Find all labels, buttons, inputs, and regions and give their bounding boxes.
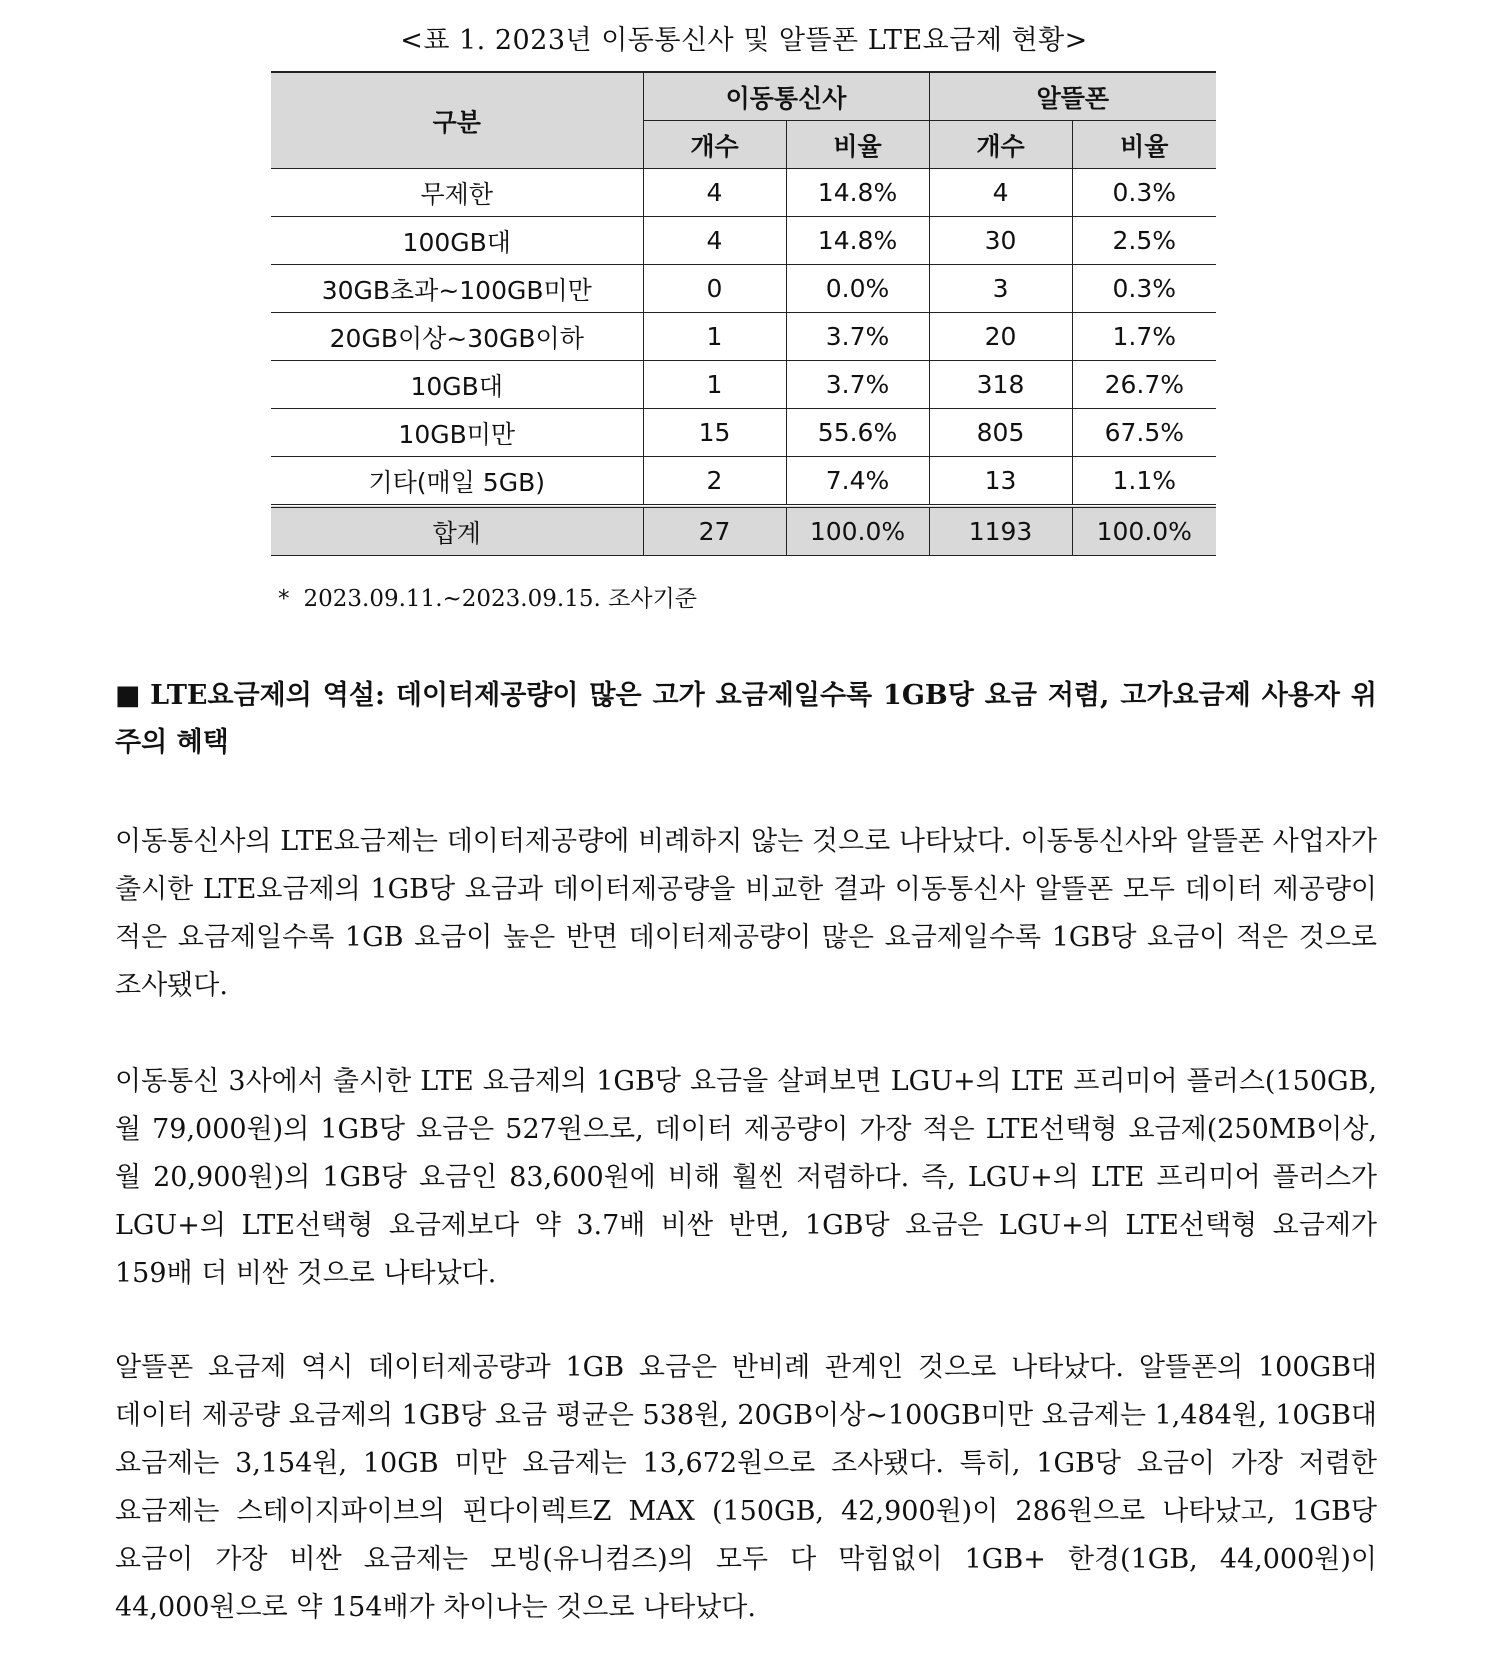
mvno-count: 3 [929,265,1072,313]
row-label: 30GB초과~100GB미만 [271,265,643,313]
mno-ratio: 7.4% [786,457,929,507]
paragraph-1: 이동통신사의 LTE요금제는 데이터제공량에 비례하지 않는 것으로 나타났다. 이동통신사와 알뜰폰 사업자가 출시한 LTE요금제의 1GB당 요금과 데이터제공량을 비교한 결과 이동통신사 알뜰폰 모두 데이터 제공량이 적은 요금제일수록 1GB 요금이 높은 반면 데이터제공량이 많은 요금제일수록 1GB당 요금이 적은 것으로 조사됐다. [115,826,1377,1001]
mno-ratio: 14.8% [786,217,929,265]
lte-plan-table [271,71,1216,556]
mvno-ratio: 26.7% [1072,361,1216,409]
mvno-count: 30 [929,217,1072,265]
mvno-ratio: 1.7% [1072,313,1216,361]
mno-ratio: 3.7% [786,313,929,361]
table-row [271,169,1216,217]
survey-note [278,580,697,613]
paragraph-3: 알뜰폰 요금제 역시 데이터제공량과 1GB 요금은 반비례 관계인 것으로 나타났다. 알뜰폰의 100GB대 데이터 제공량 요금제의 1GB당 요금 평균은 538원, 20GB이상~100GB미만 요금제는 1,484원, 10GB대 요금제는 3,154원, 10GB 미만 요금제는 13,672원으로 조사됐다. 특히, 1GB당 요금이 가장 저렴한 요금제는 스테이지파이브의 핀다이렉트Z MAX (150GB, 42,900원)이 286원으로 나타났고, 1GB당 요금이 가장 비싼 요금제는 모빙(유니컴즈)의 모두 다 막힘없이 1GB+ 한경(1GB, 44,000원)이 44,000원으로 약 154배가 차이나는 것으로 나타났다. [115,1352,1377,1623]
mno-count: 4 [643,217,786,265]
row-label: 10GB대 [271,361,643,409]
table-row [271,409,1216,457]
total-mno-count: 27 [643,506,786,556]
total-mvno-count: 1193 [929,506,1072,556]
mno-ratio: 3.7% [786,361,929,409]
table-row [271,457,1216,507]
row-label: 기타(매일 5GB) [271,457,643,507]
mno-ratio: 55.6% [786,409,929,457]
square-bullet-icon: ■ [115,680,143,711]
header-group-mno: 이동통신사 [643,72,929,121]
mno-count: 0 [643,265,786,313]
table-header-row [271,72,1216,121]
row-label: 무제한 [271,169,643,217]
table-total-row [271,506,1216,556]
asterisk-icon: * [278,586,290,612]
mvno-count: 13 [929,457,1072,507]
mno-count: 1 [643,313,786,361]
mno-ratio: 14.8% [786,169,929,217]
mvno-count: 318 [929,361,1072,409]
mno-count: 4 [643,169,786,217]
header-mvno-ratio: 비율 [1072,121,1216,169]
table-row [271,313,1216,361]
section-headline [115,672,1377,766]
table-row [271,265,1216,313]
paragraph-2: 이동통신 3사에서 출시한 LTE 요금제의 1GB당 요금을 살펴보면 LGU+의 LTE 프리미어 플러스(150GB, 월 79,000원)의 1GB당 요금은 527원으로, 데이터 제공량이 가장 적은 LTE선택형 요금제(250MB이상, 월 20,900원)의 1GB당 요금인 83,600원에 비해 훨씬 저렴하다. 즉, LGU+의 LTE 프리미어 플러스가 LGU+의 LTE선택형 요금제보다 약 3.7배 비싼 반면, 1GB당 요금은 LGU+의 LTE선택형 요금제가 159배 더 비싼 것으로 나타났다. [115,1066,1377,1289]
row-label: 100GB대 [271,217,643,265]
row-label: 20GB이상~30GB이하 [271,313,643,361]
section-headline-text: LTE요금제의 역설: 데이터제공량이 많은 고가 요금제일수록 1GB당 요금 저렴, 고가요금제 사용자 위주의 혜택 [115,680,1377,758]
mvno-ratio: 67.5% [1072,409,1216,457]
survey-note-text: 2023.09.11.~2023.09.15. 조사기준 [303,586,697,612]
total-mvno-ratio: 100.0% [1072,506,1216,556]
mvno-ratio: 2.5% [1072,217,1216,265]
mno-ratio: 0.0% [786,265,929,313]
header-category: 구분 [271,72,643,169]
mno-count: 1 [643,361,786,409]
mno-count: 2 [643,457,786,507]
header-mno-ratio: 비율 [786,121,929,169]
table-caption: <표 1. 2023년 이동통신사 및 알뜰폰 LTE요금제 현황> [400,25,1088,56]
header-group-mvno: 알뜰폰 [929,72,1216,121]
mvno-ratio: 0.3% [1072,169,1216,217]
mvno-ratio: 0.3% [1072,265,1216,313]
mno-count: 15 [643,409,786,457]
table-row [271,217,1216,265]
table-row [271,361,1216,409]
header-mvno-count: 개수 [929,121,1072,169]
mvno-count: 4 [929,169,1072,217]
mvno-ratio: 1.1% [1072,457,1216,507]
header-mno-count: 개수 [643,121,786,169]
row-label: 10GB미만 [271,409,643,457]
mvno-count: 805 [929,409,1072,457]
total-mno-ratio: 100.0% [786,506,929,556]
mvno-count: 20 [929,313,1072,361]
total-label: 합계 [271,506,643,556]
